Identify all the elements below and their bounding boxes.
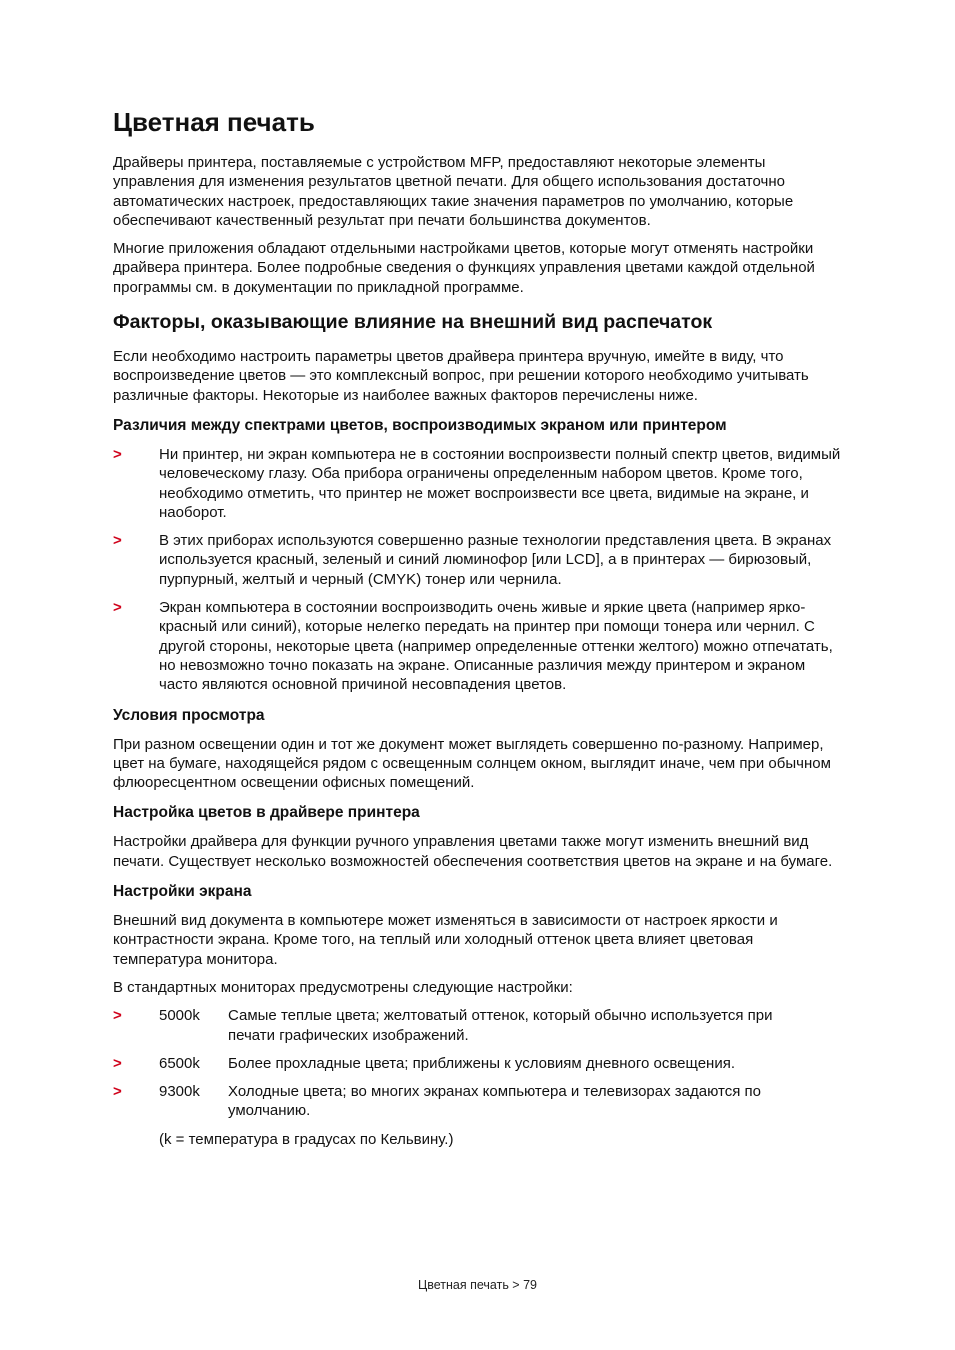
section-paragraph: Если необходимо настроить параметры цветов драйвера принтера вручную, имейте в виду, что воспроизведение цветов — это комплексный вопрос, при решении которого необходимо учитывать различные факторы. Некоторые из наиболее важных факторов перечислены ниже.	[113, 348, 809, 404]
list-item	[113, 531, 841, 589]
screen-paragraph-2: В стандартных мониторах предусмотрены следующие настройки:	[113, 978, 573, 996]
setting-desc: Более прохладные цвета; приближены к условиям дневного освещения.	[228, 1054, 735, 1072]
monitor-settings-list	[113, 1006, 841, 1120]
list-item	[113, 1006, 841, 1045]
driver-paragraph: Настройки драйвера для функции ручного управления цветами также могут изменить внешний вид печати. Существует несколько возможностей обеспечения соответствия цветов на экране и на бумаге.	[113, 833, 833, 870]
page-title: Цветная печать	[113, 107, 315, 137]
bullet-marker-icon: >	[113, 1054, 122, 1072]
viewing-heading: Условия просмотра	[113, 706, 265, 724]
setting-desc: Самые теплые цвета; желтоватый оттенок, который обычно используется при печати графических изображений.	[228, 1007, 773, 1044]
bullet-marker-icon: >	[113, 445, 122, 463]
bullet-marker-icon: >	[113, 532, 122, 550]
list-item-text: Ни принтер, ни экран компьютера не в состоянии воспроизвести полный спектр цветов, видимый человеческому глазу. Оба прибора ограничены определенным набором цветов. Кроме того, необходимо отметить, что принтер не может воспроизвести все цвета, видимые на экране, и наоборот.	[159, 445, 841, 521]
screen-heading: Настройки экрана	[113, 883, 252, 901]
list-item-text: В этих приборах используются совершенно разные технологии представления цвета. В экранах используется красный, зеленый и синий люминофор [или LCD], а в принтерах — бирюзовый, пурпурный, желтый и черный (CMYK) тонер или чернила.	[159, 532, 832, 588]
list-item	[113, 445, 841, 522]
list-item	[113, 1054, 841, 1073]
setting-key: 6500k	[159, 1054, 200, 1072]
screen-paragraph-1: Внешний вид документа в компьютере может изменяться в зависимости от настроек яркости и контрастности экрана. Кроме того, на теплый или холодный оттенок цвета влияет цветовая температура монитора.	[113, 912, 778, 968]
intro-paragraph-1: Драйверы принтера, поставляемые с устройством MFP, предоставляют некоторые элементы управления для изменения результатов цветной печати. Для общего использования достаточно автоматических настроек, предоставляющих такие значения параметров по умолчанию, которые обеспечивают качественный результат при печати большинства документов.	[113, 154, 794, 229]
spectra-heading: Различия между спектрами цветов, воспроизводимых экраном или принтером	[113, 416, 727, 434]
driver-heading: Настройка цветов в драйвере принтера	[113, 804, 420, 822]
document-page	[113, 105, 841, 1149]
viewing-paragraph: При разном освещении один и тот же документ может выглядеть совершенно по-разному. Например, цвет на бумаге, находящейся рядом с освещенным солнцем окном, выглядит иначе, чем при обычном флюоресцентном освещении офисных помещений.	[113, 735, 831, 792]
bullet-marker-icon: >	[113, 599, 122, 617]
section-heading: Факторы, оказывающие влияние на внешний вид распечаток	[113, 311, 713, 334]
setting-key: 5000k	[159, 1007, 200, 1025]
list-item-text: Экран компьютера в состоянии воспроизводить очень живые и яркие цвета (например ярко-красный или синий), которые нелегко передать на принтер при помощи тонера или чернил. С другой стороны, некоторые цвета (например определенные оттенки желтого) можно отпечатать, но невозможно точно показать на экране. Описанные различия между принтером и экраном часто являются основной причиной несовпадения цветов.	[159, 599, 833, 694]
setting-key: 9300k	[159, 1083, 200, 1101]
kelvin-note: (k = температура в градусах по Кельвину.)	[159, 1130, 454, 1148]
setting-desc: Холодные цвета; во многих экранах компьютера и телевизорах задаются по умолчанию.	[228, 1083, 761, 1120]
bullet-marker-icon: >	[113, 1083, 122, 1101]
bullet-marker-icon: >	[113, 1007, 122, 1025]
intro-paragraph-2: Многие приложения обладают отдельными настройками цветов, которые могут отменять настройки драйвера принтера. Более подробные сведения о функциях управления цветами каждой отдельной программы см. в документации по прикладной программе.	[113, 240, 815, 296]
page-footer: Цветная печать > 79	[418, 1278, 537, 1292]
list-item	[113, 1082, 841, 1121]
list-item	[113, 598, 841, 694]
spectra-list	[113, 445, 841, 695]
